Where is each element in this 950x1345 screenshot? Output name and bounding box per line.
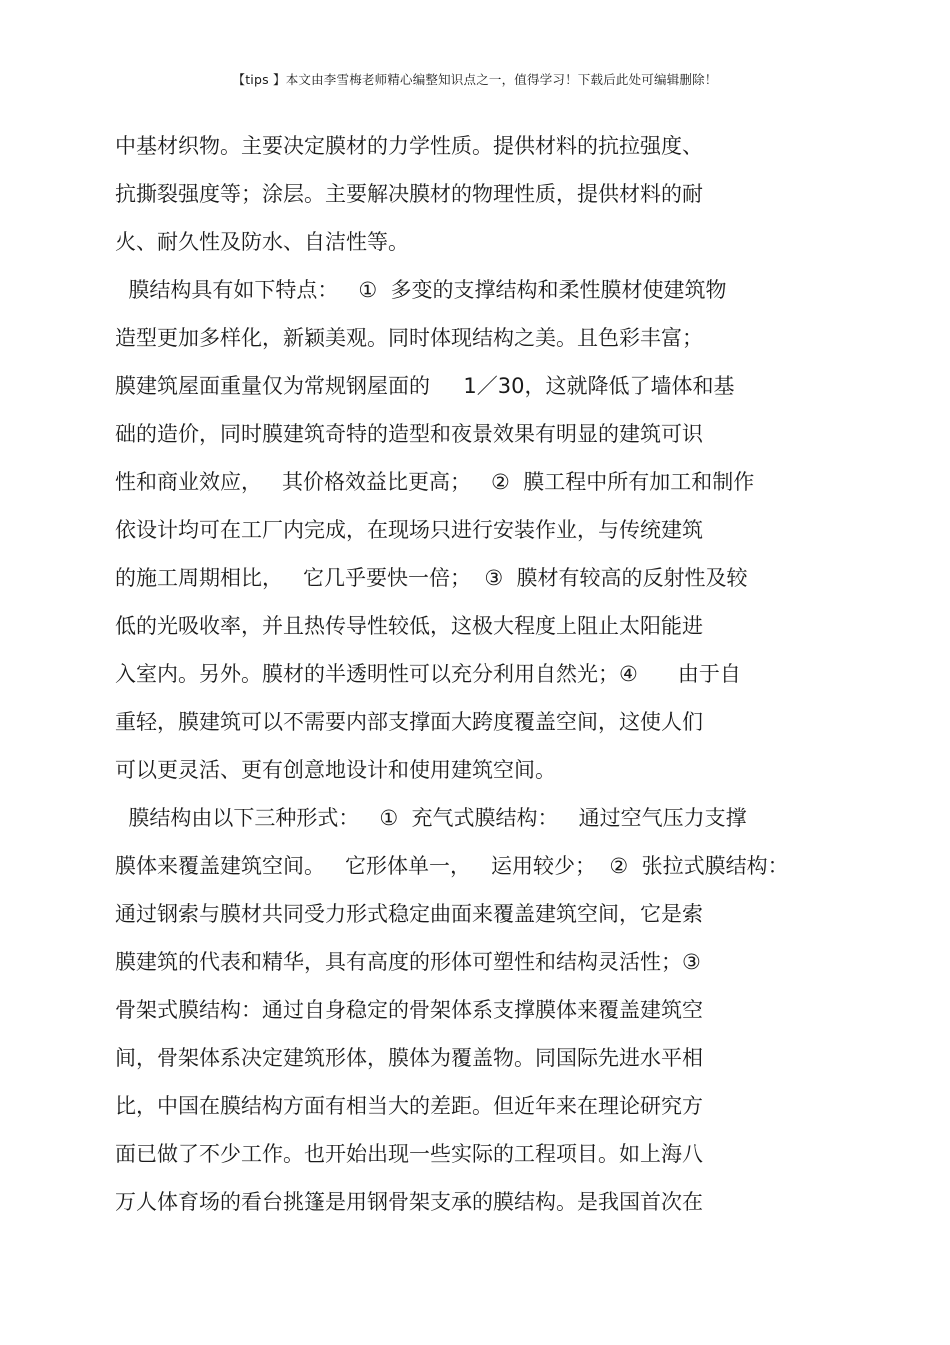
text-line: 低的光吸收率，并且热传导性较低，这极大程度上阻止太阳能进 xyxy=(115,614,703,638)
header-tips: 【tips 】本文由李雪梅老师精心编整知识点之一，值得学习！下载后此处可编辑删除！ xyxy=(232,72,718,87)
text-line: 比，中国在膜结构方面有相当大的差距。但近年来在理论研究方 xyxy=(115,1094,703,1118)
text-line: 膜体来覆盖建筑空间。 它形体单一， 运用较少； ② 张拉式膜结构： xyxy=(115,854,789,878)
text-line: 膜结构具有如下特点： ① 多变的支撑结构和柔性膜材使建筑物 xyxy=(115,278,727,302)
text-line: 火、耐久性及防水、自洁性等。 xyxy=(115,230,409,254)
text-line: 膜建筑的代表和精华，具有高度的形体可塑性和结构灵活性；③ xyxy=(115,950,701,974)
text-line: 膜建筑屋面重量仅为常规钢屋面的 1／30，这就降低了墙体和基 xyxy=(115,374,735,398)
text-line: 膜结构由以下三种形式： ① 充气式膜结构： 通过空气压力支撑 xyxy=(115,806,747,830)
text-line: 础的造价，同时膜建筑奇特的造型和夜景效果有明显的建筑可识 xyxy=(115,422,703,446)
text-line: 中基材织物。主要决定膜材的力学性质。提供材料的抗拉强度、 xyxy=(115,134,703,158)
text-line: 重轻，膜建筑可以不需要内部支撑面大跨度覆盖空间，这使人们 xyxy=(115,710,703,734)
text-line: 的施工周期相比， 它几乎要快一倍； ③ 膜材有较高的反射性及较 xyxy=(115,566,748,590)
text-line: 抗撕裂强度等；涂层。主要解决膜材的物理性质，提供材料的耐 xyxy=(115,182,703,206)
text-line: 间，骨架体系决定建筑形体，膜体为覆盖物。同国际先进水平相 xyxy=(115,1046,703,1070)
document-body xyxy=(115,122,835,1226)
text-line: 可以更灵活、更有创意地设计和使用建筑空间。 xyxy=(115,758,556,782)
text-line: 面已做了不少工作。也开始出现一些实际的工程项目。如上海八 xyxy=(115,1142,703,1166)
text-line: 入室内。另外。膜材的半透明性可以充分利用自然光；④ 由于自 xyxy=(115,662,741,686)
text-line: 性和商业效应， 其价格效益比更高； ② 膜工程中所有加工和制作 xyxy=(115,470,755,494)
text-line: 万人体育场的看台挑篷是用钢骨架支承的膜结构。是我国首次在 xyxy=(115,1190,703,1214)
text-line: 通过钢索与膜材共同受力形式稳定曲面来覆盖建筑空间，它是索 xyxy=(115,902,703,926)
text-line: 依设计均可在工厂内完成，在现场只进行安装作业，与传统建筑 xyxy=(115,518,703,542)
text-line: 造型更加多样化，新颖美观。同时体现结构之美。且色彩丰富； xyxy=(115,326,703,350)
text-line: 骨架式膜结构：通过自身稳定的骨架体系支撑膜体来覆盖建筑空 xyxy=(115,998,703,1022)
